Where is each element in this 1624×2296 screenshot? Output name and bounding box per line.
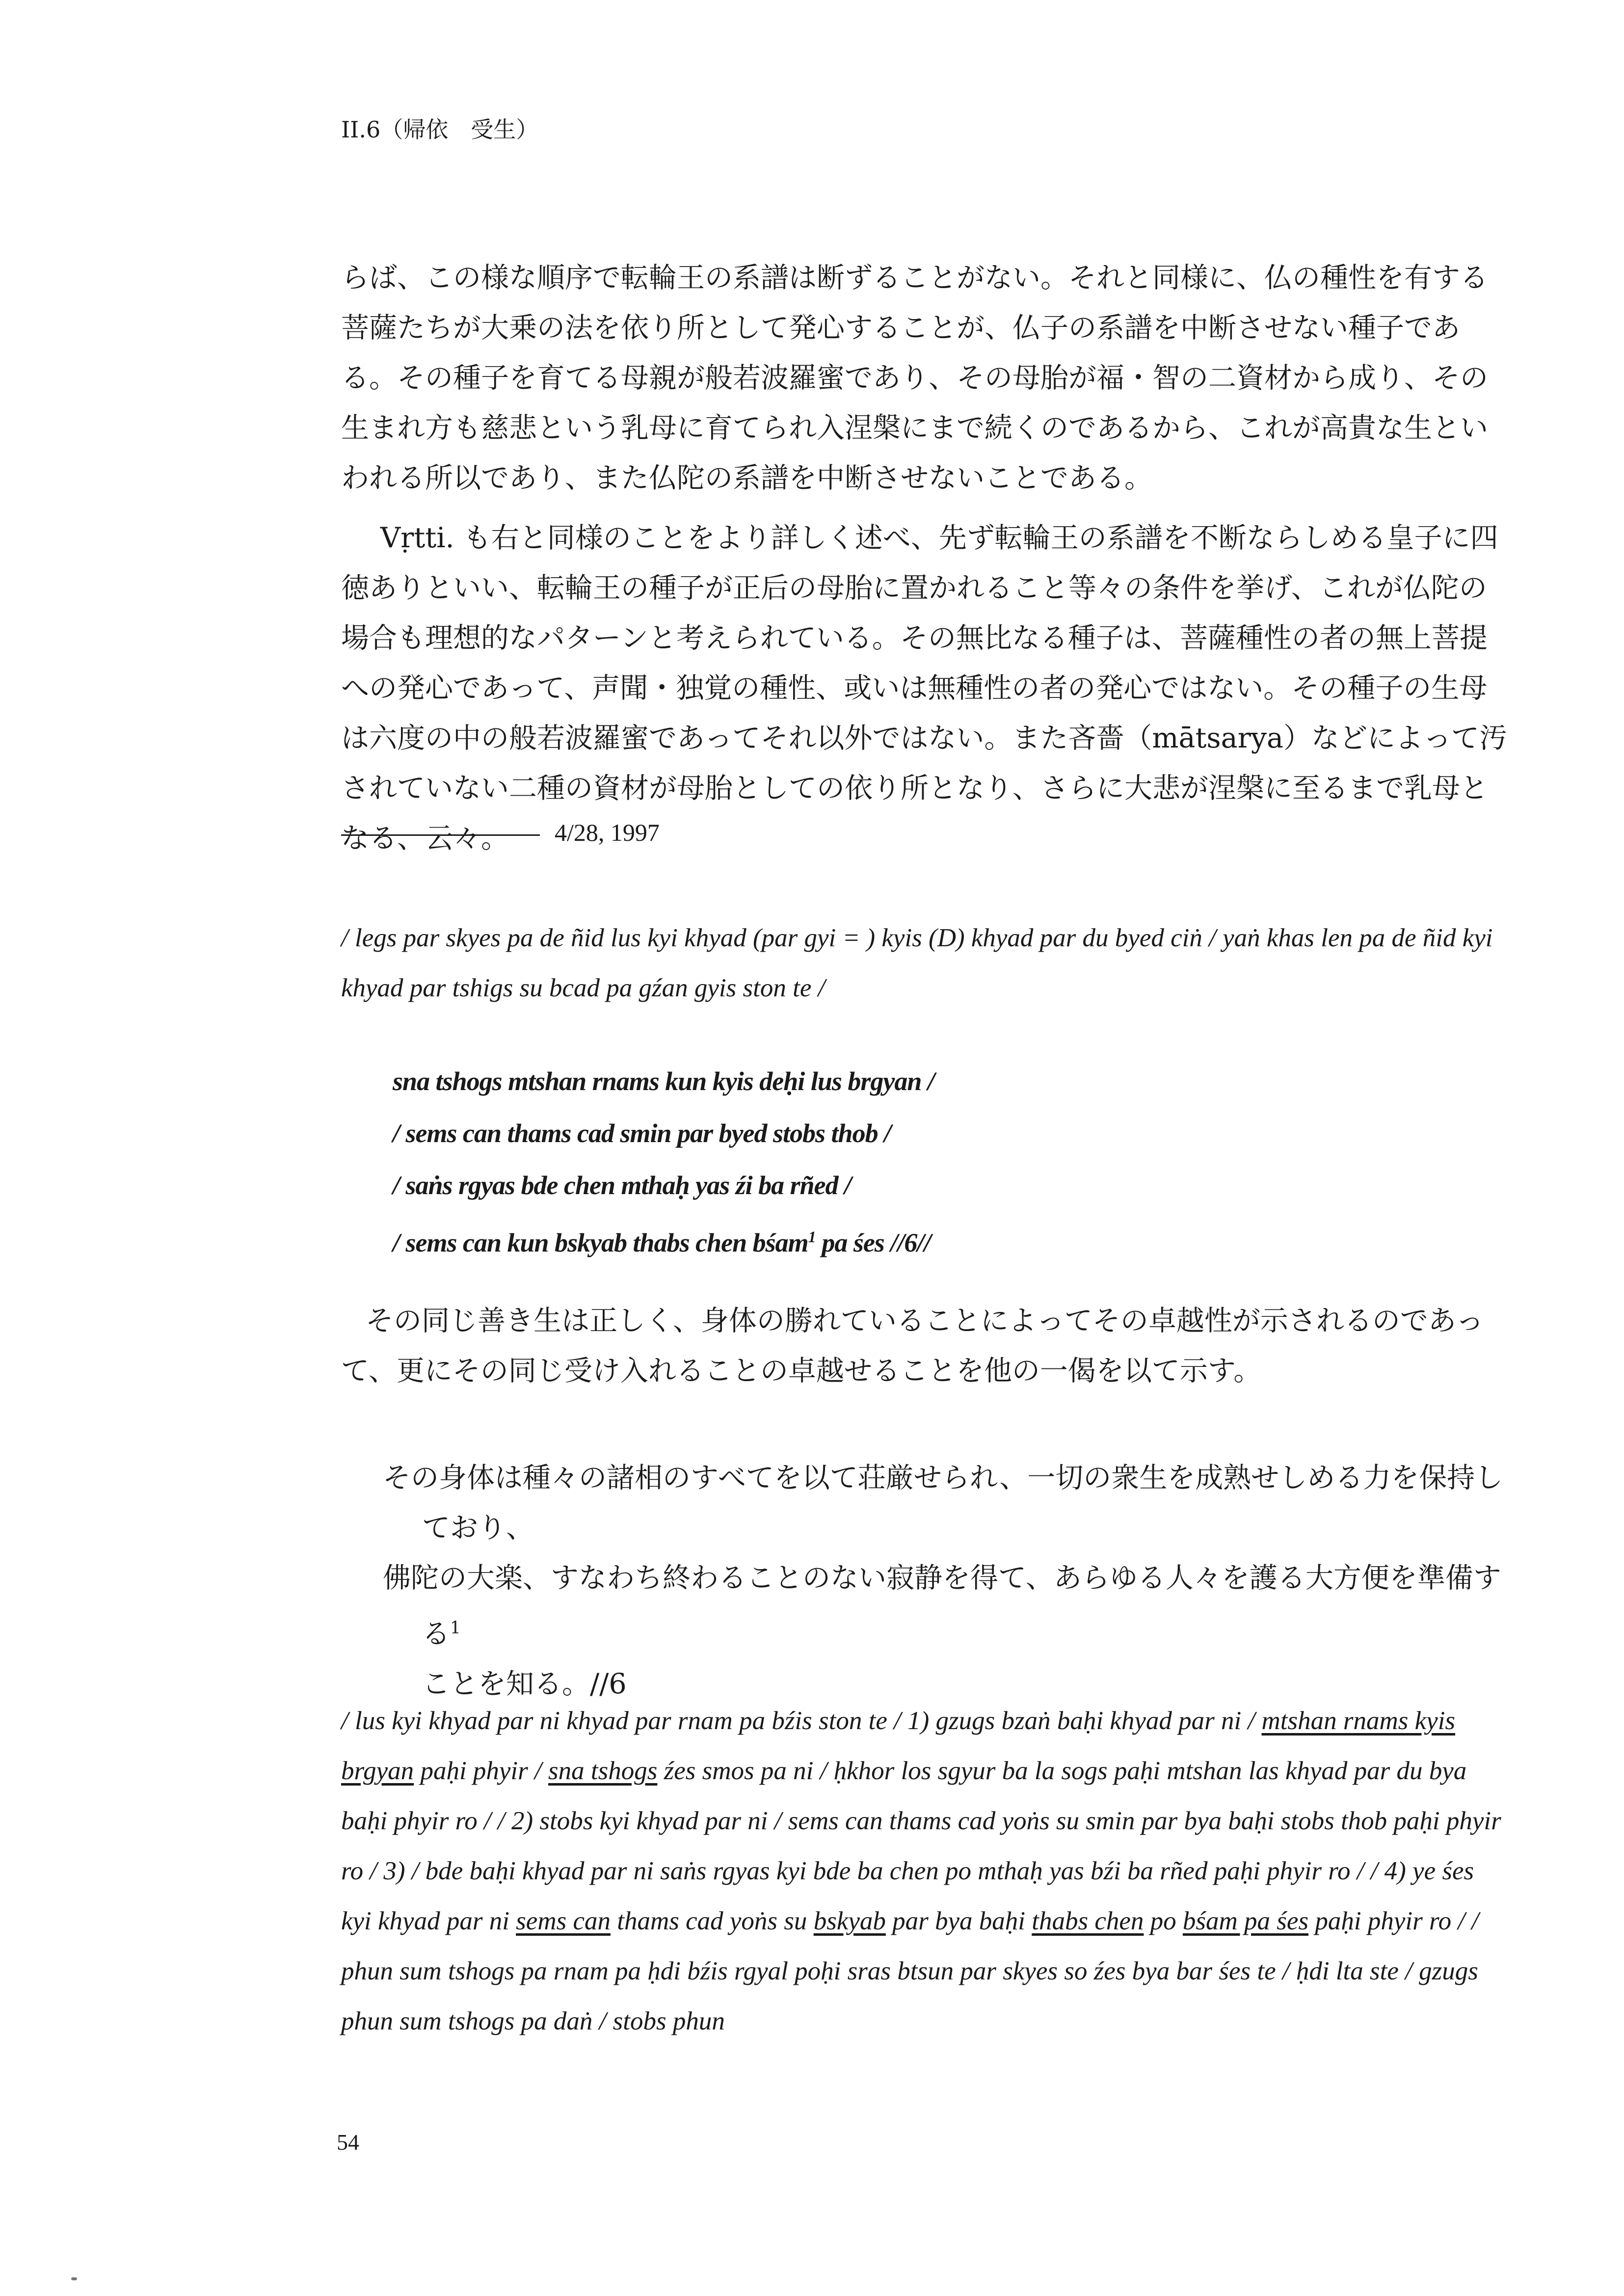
underlined-term: bskyab (813, 1907, 886, 1935)
translation-line-3: ことを知る。//6 (422, 1668, 627, 1700)
verse-line-1: sna tshogs mtshan rnams kun kyis deḥi lus brgyan / (393, 1067, 934, 1096)
paragraph-explanation (341, 1296, 1509, 1396)
underlined-term: sna tshogs (548, 1757, 658, 1785)
paragraph-text: らば、この様な順序で転輪王の系譜は断ずることがない。それと同様に、仏の種性を有する菩薩たちが大乗の法を依り所として発心することが、仏子の系譜を中断させない種子である。その種子を育てる母親が般若波羅蜜であり、その母胎が福・智の二資材から成り、その生まれ方も慈悲という乳母に育てられ入涅槃にまで続くのであるから、これが高貴な生といわれる所以であり、また仏陀の系譜を中断させないことである。 (341, 262, 1488, 494)
tibetan-commentary-body (341, 1696, 1509, 2046)
tibetan-text: / legs par skyes pa de ñid lus kyi khyad (par gyi = ) kyis (D) khyad par du byed ciṅ / yaṅ khas len pa de ñid kyi khyad par tshigs su bcad pa gźan gyis ston te / (341, 924, 1493, 1002)
tibetan-run: / lus kyi khyad par ni khyad par rnam pa bźis ston te / 1) gzugs bzaṅ baḥi khyad par ni / (341, 1707, 1262, 1735)
translation-line-2-text: 佛陀の大楽、すなわち終わることのない寂静を得て、あらゆる人々を護る大方便を準備する (383, 1562, 1501, 1650)
underlined-term: mtshan rnams kyis brgyan (341, 1707, 1456, 1785)
underlined-term: sems can (516, 1907, 611, 1935)
paragraph-text: その同じ善き生は正しく、身体の勝れていることによってその卓越性が示されるのであって、更にその同じ受け入れることの卓越せることを他の一偈を以て示す。 (341, 1305, 1484, 1387)
scan-speck (71, 2277, 77, 2280)
verse-line-4-b: pa śes //6// (815, 1228, 931, 1257)
page-number: 54 (337, 2130, 359, 2155)
underlined-term: thabs chen (1032, 1907, 1144, 1935)
tibetan-run: thams cad yoṅs su (611, 1907, 814, 1935)
running-header: II.6（帰依 受生） (341, 116, 539, 143)
verse-translation (383, 1453, 1512, 1709)
underlined-term: bśam pa śes (1182, 1907, 1309, 1935)
footnote-marker: 1 (450, 1618, 461, 1638)
verse-line-2: / sems can thams cad smin par byed stobs thob / (393, 1119, 891, 1148)
tibetan-run: paḥi phyir / (414, 1757, 549, 1785)
horizontal-rule (341, 834, 540, 836)
tibetan-run: źes smos pa ni / ḥkhor los sgyur ba la sogs paḥi mtshan las khyad par du bya baḥi phyir ro / / 2) stobs kyi khyad par ni / sems can thams cad yoṅs su smin par bya baḥi stobs thob paḥi phyir ro / 3) / bde baḥi khyad par ni saṅs rgyas kyi bde ba chen po mthaḥ yas bźi ba rñed paḥi phyir ro / / 4) ye śes kyi khyad par ni (341, 1757, 1501, 1935)
tibetan-run: paḥi phyir ro / / phun sum tshogs pa rnam pa ḥdi bźis rgyal poḥi sras btsun par skyes so źes bya bar śes te / ḥdi lta ste / gzugs phun sum tshogs pa daṅ / stobs phun (341, 1907, 1479, 2035)
footnote-marker: 1 (808, 1228, 816, 1246)
date-line (341, 813, 660, 852)
date-text: 4/28, 1997 (555, 819, 660, 846)
paragraph-vrtti (341, 513, 1509, 863)
tibetan-verse (393, 1055, 1472, 1269)
paragraph-lineage (341, 253, 1509, 503)
verse-line-4 (393, 1211, 1472, 1269)
tibetan-text (341, 1696, 1509, 2046)
paragraph-text: Vṛtti. も右と同様のことをより詳しく述べ、先ず転輪王の系譜を不断ならしめる皇子に四徳ありといい、転輪王の種子が正后の母胎に置かれること等々の条件を挙げ、これが仏陀の場合も理想的なパターンと考えられている。その無比なる種子は、菩薩種性の者の無上菩提への発心であって、声聞・独覚の種性、或いは無種性の者の発心ではない。その種子の生母は六度の中の般若波羅蜜であってそれ以外ではない。また吝嗇（mātsarya）などによって汚されていない二種の資材が母胎としての依り所となり、さらに大悲が涅槃に至るまで乳母となる、云々。 (341, 522, 1508, 854)
translation-line-2 (383, 1553, 1512, 1709)
tibetan-commentary-intro (341, 913, 1509, 1013)
verse-line-4-a: / sems can kun bskyab thabs chen bśam (393, 1228, 808, 1257)
tibetan-run: par bya baḥi (885, 1907, 1032, 1935)
verse-line-3: / saṅs rgyas bde chen mthaḥ yas źi ba rñed / (393, 1171, 852, 1200)
translation-line-1: その身体は種々の諸相のすべてを以て荘厳せられ、一切の衆生を成熟せしめる力を保持しており、 (383, 1462, 1503, 1544)
tibetan-run: po (1144, 1907, 1183, 1935)
